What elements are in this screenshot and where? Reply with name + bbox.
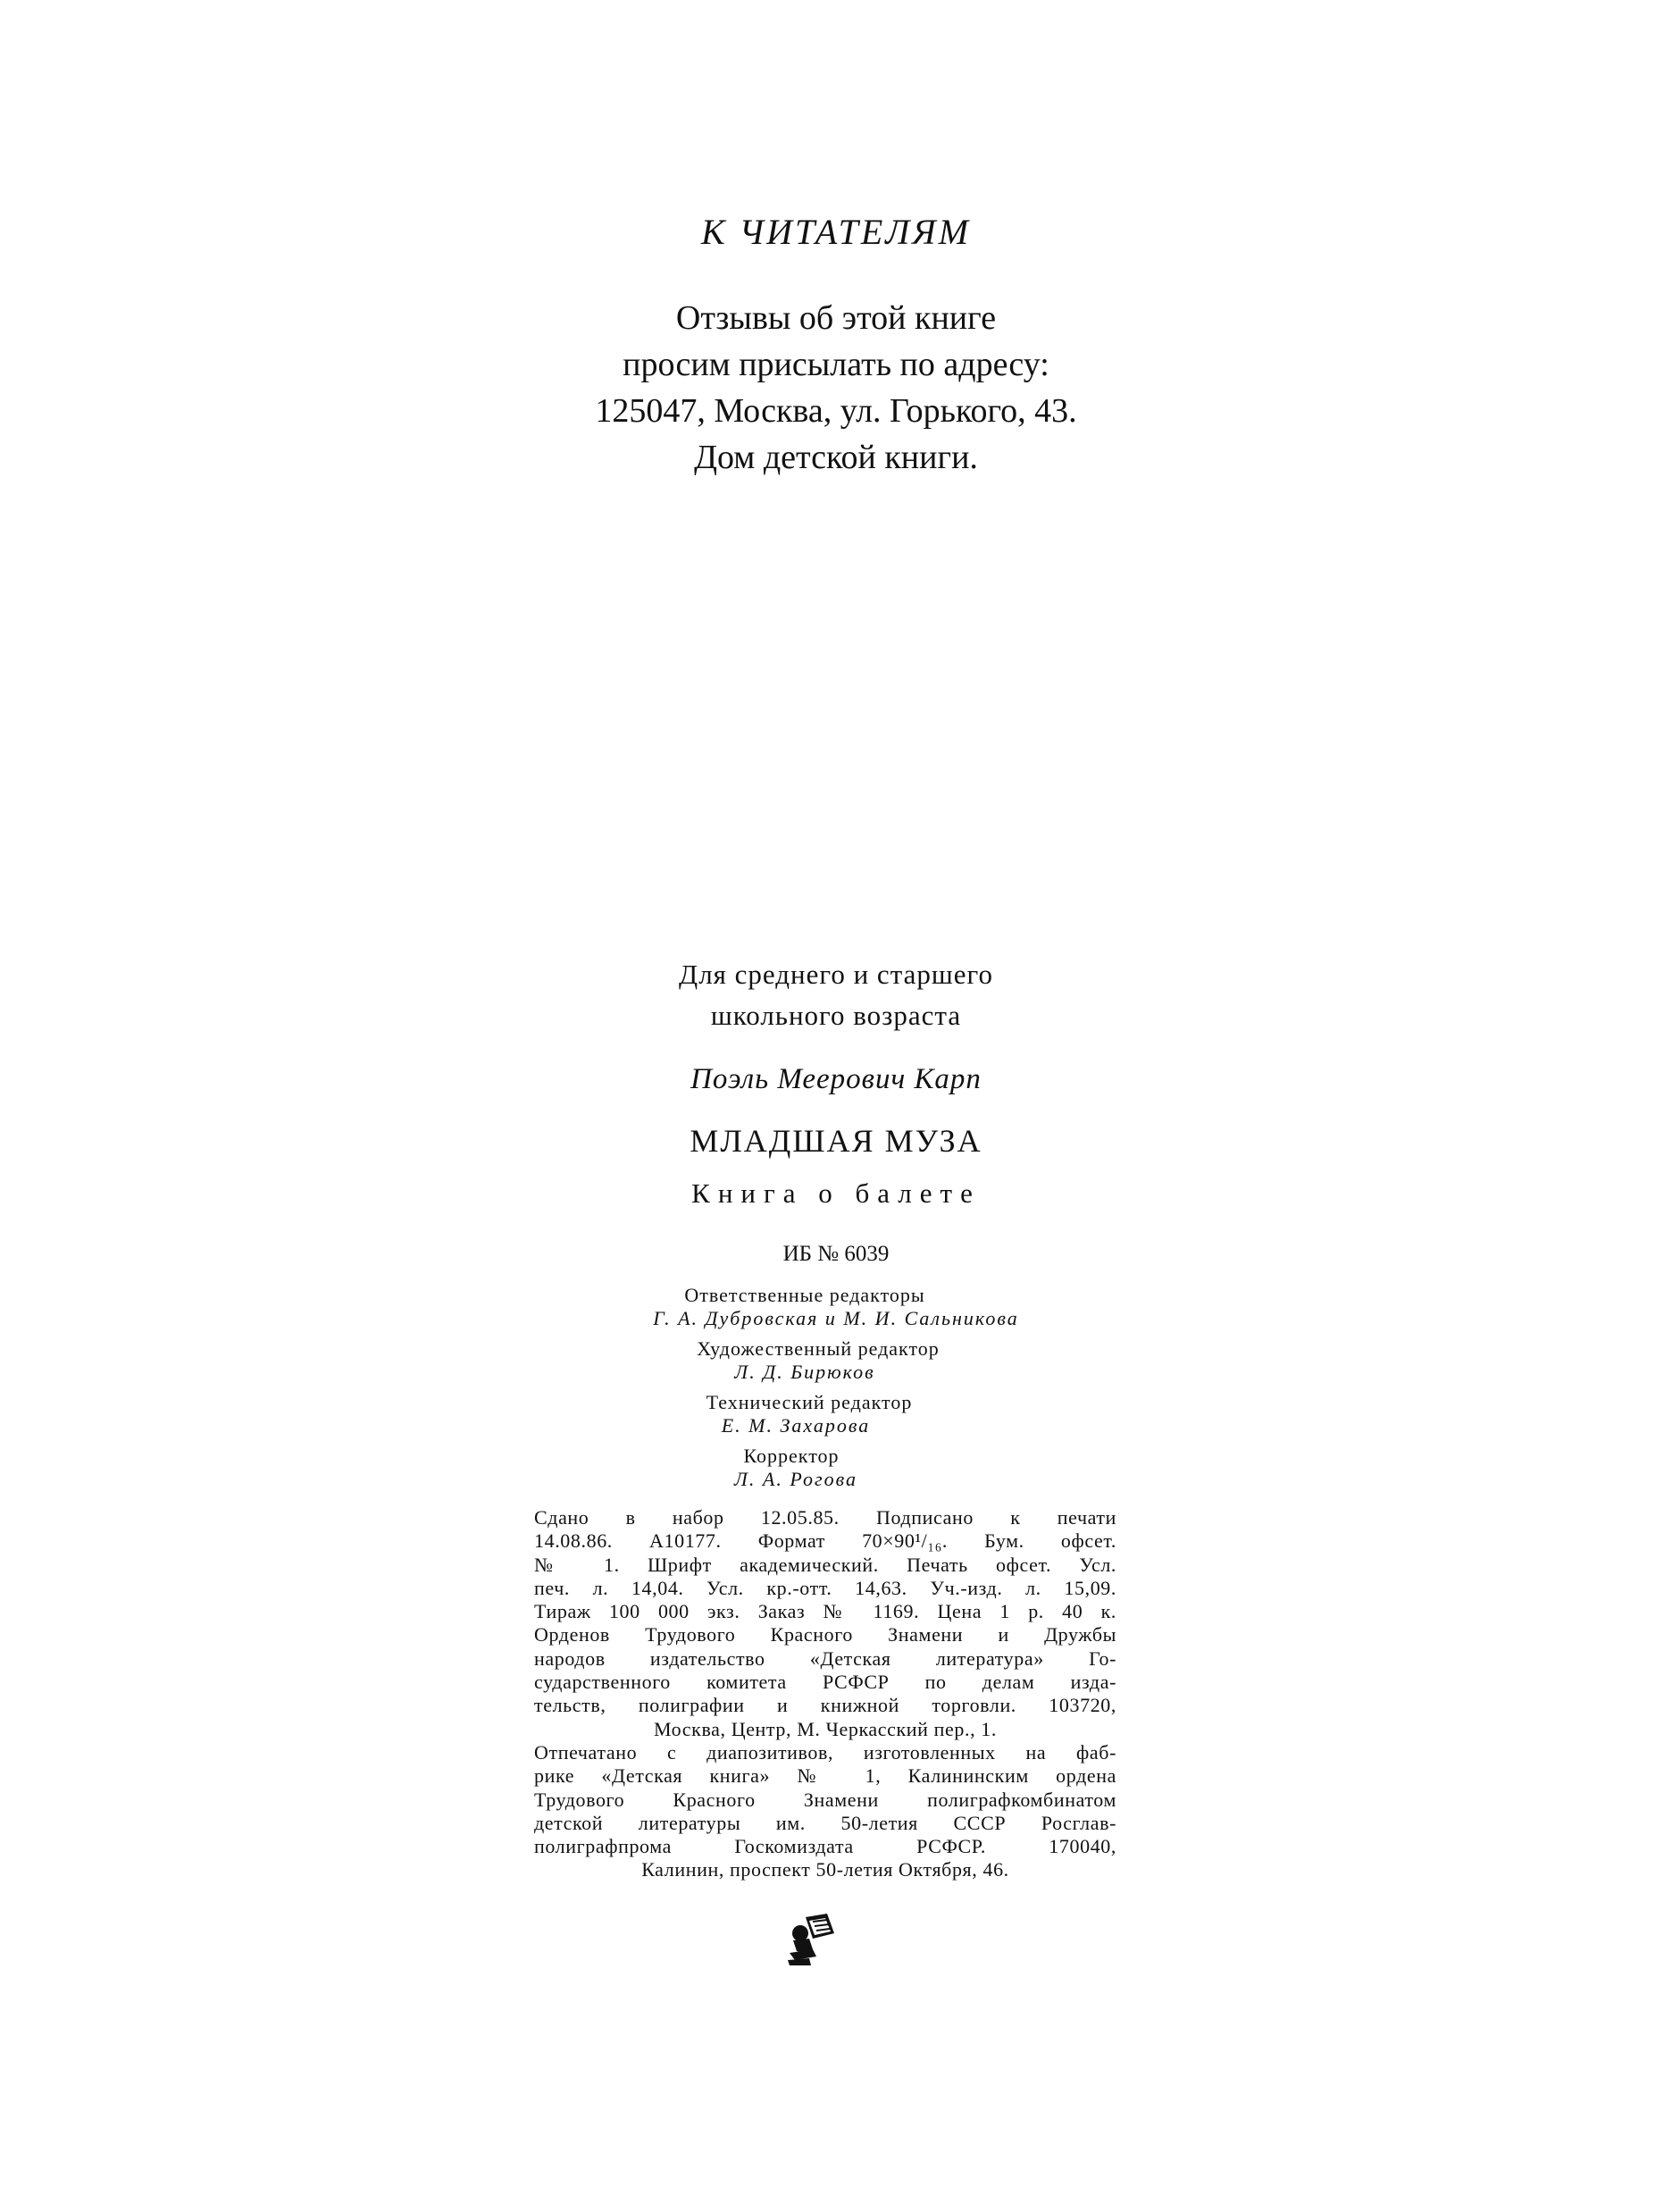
imprint-line: тельств, полиграфии и книжной торговли. 103720, [534,1694,1116,1717]
credit-entry [0,1391,1672,1437]
readers-line: просим присылать по адресу: [623,346,1049,383]
imprint-line: Отпечатано с диапозитивов, изготовленных на фаб- [534,1740,1116,1764]
credit-role: Ответственные редакторы [684,1284,925,1306]
author-name: Поэль Меерович Карп [690,1063,982,1095]
imprint-line: народов издательство «Детская литература» Го- [534,1646,1116,1670]
book-title: МЛАДШАЯ МУЗА [690,1123,982,1159]
imprint-line: рике «Детская книга» № 1, Калининским ордена [534,1764,1116,1788]
imprint-line: Калинин, проспект 50-летия Октября, 46. [641,1858,1009,1881]
imprint-line: 14.08.86. А10177. Формат 70×90¹/₁₆. Бум. офсет. [534,1529,1116,1553]
credit-role: Художественный редактор [697,1337,940,1360]
readers-line: Дом детской книги. [694,439,978,476]
credit-entry [0,1337,1672,1384]
publisher-reading-child-icon [786,1914,836,1967]
imprint-line: Сдано в набор 12.05.85. Подписано к печати [534,1506,1116,1529]
credit-name: Л. А. Рогова [734,1468,857,1490]
credit-role: Корректор [743,1445,840,1467]
imprint-line: Москва, Центр, М. Черкасский пер., 1. [654,1717,997,1740]
credit-name: Л. Д. Бирюков [734,1361,875,1383]
audience-line: школьного возраста [710,1000,962,1031]
imprint-line: № 1. Шрифт академический. Печать офсет. Усл. [534,1553,1116,1576]
credit-role: Технический редактор [706,1391,913,1413]
imprint-line: печ. л. 14,04. Усл. кр.-отт. 14,63. Уч.-изд. л. 15,09. [534,1576,1116,1599]
credit-entry [0,1284,1672,1330]
audience-line: Для среднего и старшего [679,959,993,990]
audience-note [0,954,1672,1036]
imprint-line: сударственного комитета РСФСР по делам изда- [534,1671,1116,1694]
readers-line: Отзывы об этой книге [675,299,997,337]
readers-heading: К ЧИТАТЕЛЯМ [700,212,972,252]
imprint-line: Тираж 100 000 экз. Заказ № 1169. Цена 1 р. 40 к. [534,1600,1116,1623]
credits-list [0,1284,1672,1498]
imprint-line: Орденов Трудового Красного Знамени и Дружбы [534,1623,1116,1646]
book-subtitle: Книга о балете [691,1177,981,1209]
credit-entry [0,1445,1672,1491]
credit-name: Г. А. Дубровская и М. И. Сальникова [653,1307,1019,1329]
imprint-line: полиграфпрома Госкомиздата РСФСР. 170040, [534,1835,1116,1858]
imprint-line: Трудового Красного Знамени полиграфкомбинатом [534,1788,1116,1811]
ib-number: ИБ № 6039 [782,1242,890,1266]
readers-address-block [0,295,1672,481]
credit-name: Е. М. Захарова [721,1414,871,1437]
imprint-block [534,1506,1116,1882]
readers-line: 125047, Москва, ул. Горького, 43. [595,392,1077,430]
imprint-line: детской литературы им. 50-летия СССР Росглав- [534,1811,1116,1834]
